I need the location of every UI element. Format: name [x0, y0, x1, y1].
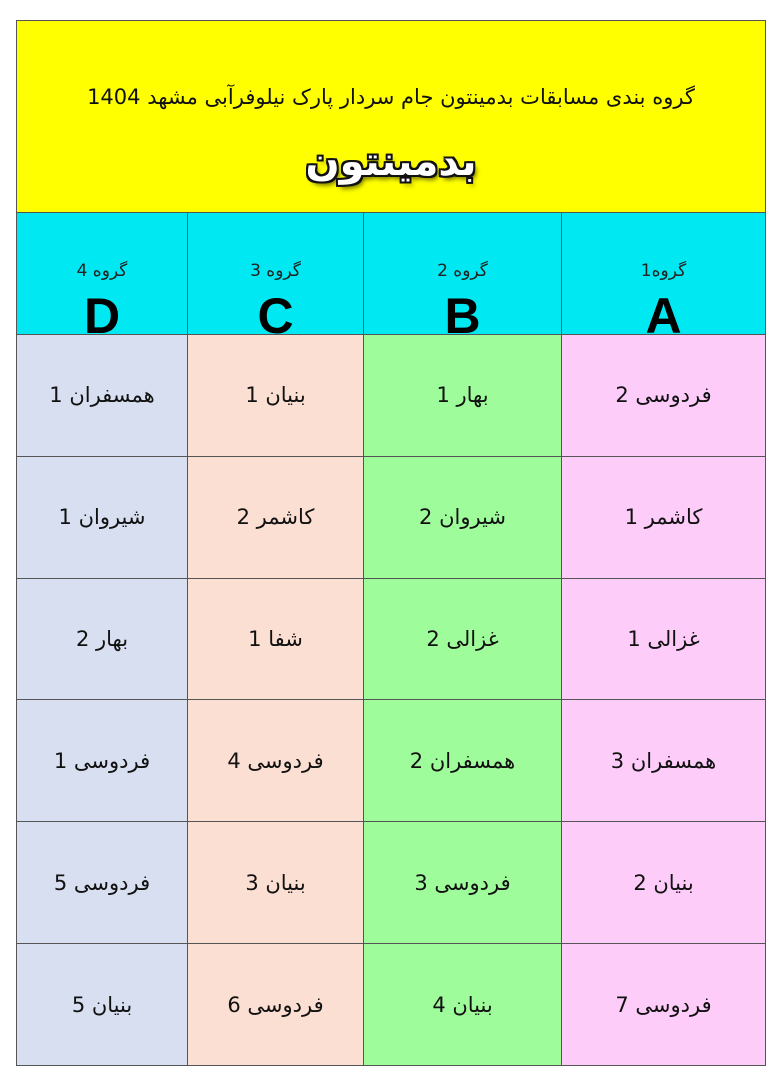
group-letter: D — [83, 288, 121, 344]
sport-title: بدمینتون — [305, 139, 477, 185]
team-cell: همسفران 1 — [17, 335, 187, 457]
team-cell: بنیان 5 — [17, 944, 187, 1065]
team-cell: بهار 1 — [364, 335, 561, 457]
team-cell: فردوسی 2 — [562, 335, 765, 457]
group-column-d — [17, 213, 187, 1065]
group-name: گروه 2 — [437, 261, 488, 281]
team-cell: شفا 1 — [188, 579, 363, 701]
team-cell: کاشمر 2 — [188, 457, 363, 579]
group-name: گروه 3 — [250, 261, 301, 281]
team-cell: بنیان 2 — [562, 822, 765, 944]
group-table-sheet — [16, 20, 766, 1066]
group-name: گروه1 — [640, 261, 687, 281]
group-letter: C — [257, 288, 294, 344]
header-banner — [17, 21, 765, 213]
group-letter: B — [444, 288, 481, 344]
team-cell: فردوسی 3 — [364, 822, 561, 944]
team-cell: فردوسی 7 — [562, 944, 765, 1065]
group-column-a — [561, 213, 765, 1065]
team-cell: بنیان 1 — [188, 335, 363, 457]
team-cell: شیروان 2 — [364, 457, 561, 579]
team-cell: غزالی 1 — [562, 579, 765, 701]
team-cell: بنیان 3 — [188, 822, 363, 944]
team-cell: شیروان 1 — [17, 457, 187, 579]
group-header-c — [188, 213, 363, 344]
tournament-title: گروه بندی مسابقات بدمینتون جام سردار پارک نیلوفرآبی مشهد 1404 — [87, 85, 695, 109]
group-header-a — [562, 213, 765, 344]
team-cell: بنیان 4 — [364, 944, 561, 1065]
group-name: گروه 4 — [76, 261, 128, 281]
team-cell: فردوسی 4 — [188, 700, 363, 822]
team-cell: غزالی 2 — [364, 579, 561, 701]
team-cell: بهار 2 — [17, 579, 187, 701]
team-cell: فردوسی 1 — [17, 700, 187, 822]
groups-grid — [17, 213, 765, 1065]
group-column-b — [363, 213, 561, 1065]
group-column-c — [187, 213, 363, 1065]
group-letter: A — [645, 288, 682, 344]
group-header-d — [17, 213, 187, 344]
group-header-b — [364, 213, 561, 344]
team-cell: همسفران 2 — [364, 700, 561, 822]
team-cell: فردوسی 5 — [17, 822, 187, 944]
team-cell: کاشمر 1 — [562, 457, 765, 579]
team-cell: همسفران 3 — [562, 700, 765, 822]
team-cell: فردوسی 6 — [188, 944, 363, 1065]
